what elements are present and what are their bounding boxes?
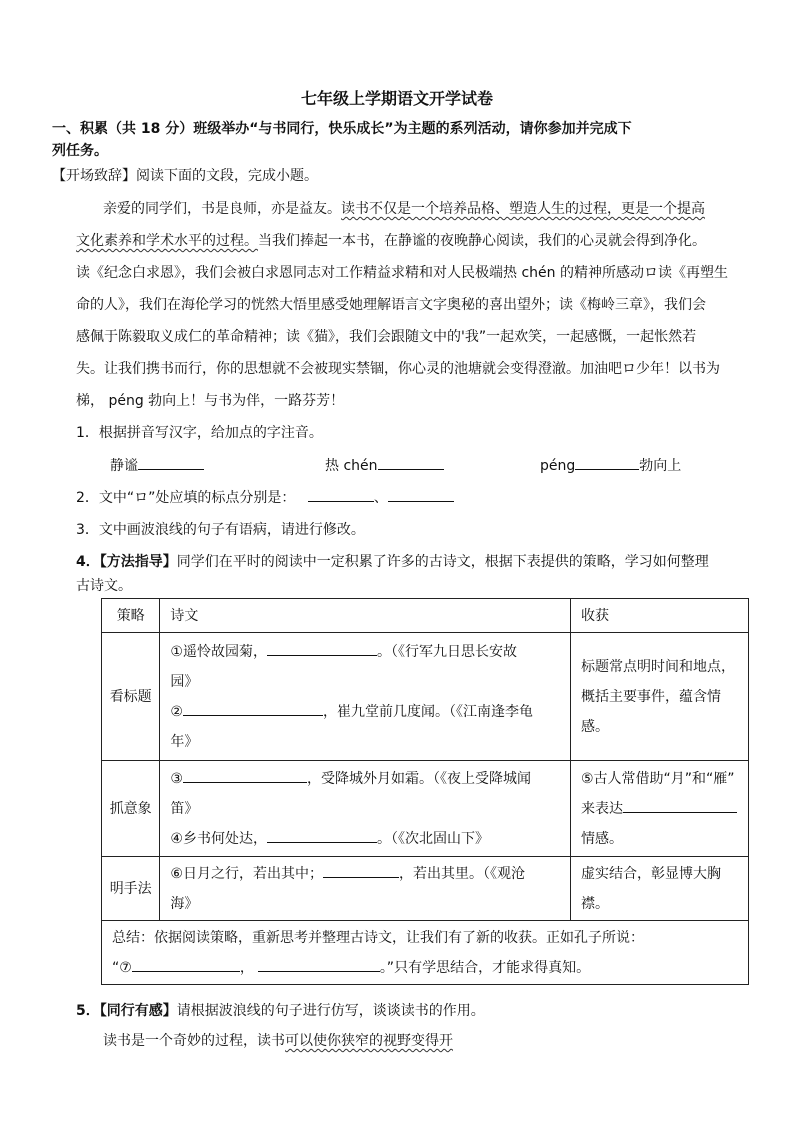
answer-blank[interactable] — [138, 455, 204, 470]
summary-text: 总结：依据阅读策略，重新思考并整理古诗文，让我们有了新的收获。正如孔子所说： — [112, 929, 644, 946]
summary-text: 。”只有学思结合，才能求得真知。 — [379, 959, 591, 976]
answer-blank[interactable] — [388, 487, 454, 502]
passage-line-2 — [76, 230, 706, 250]
q4-label: 4． — [76, 554, 100, 570]
row1-gain — [571, 633, 749, 761]
answer-blank-7b[interactable] — [258, 957, 380, 972]
answer-blank-6[interactable] — [323, 863, 399, 878]
header-strategy: 策略 — [102, 599, 160, 633]
poem-text: ，崔九堂前几度闻。（《江南逢李龟 — [322, 703, 533, 720]
passage-line-3: 读《纪念白求恩》，我们会被白求恩同志对工作精益求精和对人民极端热 chén 的精神所感动ロ读《再塑生 — [76, 265, 728, 281]
table-header-row — [102, 599, 749, 633]
section-heading-line2: 列任务。 — [52, 143, 108, 159]
q2-text: 2．文中“ロ”处应填的标点分别是： — [76, 490, 296, 506]
gain-text: 虚实结合，彰显博大胸 — [581, 865, 721, 882]
poem-text: ，若出其里。（《观沧 — [398, 865, 525, 882]
q1-item-3-label: péng — [540, 458, 576, 474]
q1-item-3-suffix: 勃向上 — [639, 458, 682, 474]
table-row — [102, 857, 749, 921]
answer-blank-4[interactable] — [267, 828, 377, 843]
passage-line-5: 感佩于陈毅取义成仁的革命精神；读《猫》，我们会跟随文中的'我”一起欢笑，一起感慨，一起怅然若 — [76, 329, 697, 345]
answer-blank-5[interactable] — [623, 798, 737, 813]
answer-blank[interactable] — [308, 487, 374, 502]
table-summary-row — [102, 921, 749, 985]
q5-tag: 【同行有感】 — [99, 1003, 177, 1019]
summary-text: “⑦ — [112, 959, 132, 976]
q5-answer-text: 读书是一个奇妙的过程，读书 — [103, 1033, 285, 1049]
poem-text: ①遥怜故园菊， — [170, 643, 267, 660]
poetry-table — [101, 598, 749, 985]
poem-text: ③ — [170, 770, 183, 787]
row3-gain — [571, 857, 749, 921]
gain-text: 情感。 — [581, 830, 623, 847]
q1-item-2 — [325, 455, 444, 475]
answer-blank-3[interactable] — [183, 768, 307, 783]
gain-text: 襟。 — [581, 895, 609, 912]
q4-text: 同学们在平时的阅读中一定积累了许多的古诗文，根据下表提供的策略，学习如何整理 — [176, 554, 709, 570]
row3-strategy: 明手法 — [102, 857, 160, 921]
gain-text: 概括主要事件，蕴含情 — [581, 688, 721, 705]
poem-text: ⑥日月之行，若出其中； — [170, 865, 323, 882]
header-poem: 诗文 — [160, 599, 571, 633]
question-4-line2: 古诗文。 — [76, 578, 132, 594]
q5-answer — [103, 1030, 453, 1050]
row2-gain — [571, 761, 749, 857]
answer-blank-2[interactable] — [183, 701, 323, 716]
row2-poem — [160, 761, 571, 857]
question-1: 1．根据拼音写汉字，给加点的字注音。 — [76, 425, 323, 441]
passage-line-1 — [103, 198, 705, 218]
summary-cell — [102, 921, 749, 985]
poem-text: ④乡书何处达， — [170, 830, 267, 847]
row1-poem — [160, 633, 571, 761]
poem-text: 海》 — [170, 895, 199, 912]
answer-blank[interactable] — [378, 455, 444, 470]
poem-text: 。（《次北固山下》 — [376, 830, 489, 847]
q2-separator: 、 — [373, 490, 388, 506]
page-title: 七年级上学期语文开学试卷 — [300, 89, 493, 108]
poem-text: 笛》 — [170, 800, 199, 817]
summary-text: ， — [239, 959, 254, 976]
row3-poem — [160, 857, 571, 921]
poem-text: ，受降城外月如霜。（《夜上受降城闻 — [306, 770, 531, 787]
q1-item-3 — [540, 455, 681, 475]
passage-text: 亲爱的同学们，书是良师，亦是益友。 — [103, 201, 341, 217]
q5-text: 请根据波浪线的句子进行仿写，谈谈读书的作用。 — [176, 1003, 485, 1019]
wavy-sentence-end: 文化素养和学术水平的过程。 — [76, 233, 258, 249]
gain-text: 感。 — [581, 718, 609, 735]
q5-label: 5． — [76, 1003, 100, 1019]
row2-strategy: 抓意象 — [102, 761, 160, 857]
table-row — [102, 761, 749, 857]
question-2 — [76, 487, 454, 507]
passage-line-4: 命的人》，我们在海伦学习的恍然大悟里感受她理解语言文字奥秘的喜出望外；读《梅岭三章》，我们会 — [76, 297, 706, 313]
passage-text: 当我们捧起一本书，在静谧的夜晚静心阅读，我们的心灵就会得到净化。 — [258, 233, 706, 249]
gain-text: 来表达 — [581, 800, 623, 817]
intro-line — [52, 165, 318, 185]
poem-text: 。（《行军九日思长安故 — [376, 643, 517, 660]
answer-blank-1[interactable] — [267, 641, 377, 656]
answer-blank-7a[interactable] — [132, 957, 240, 972]
q5-answer-wavy: 可以使你狭窄的视野变得开 — [285, 1033, 453, 1049]
q1-item-2-label: 热 chén — [325, 458, 378, 474]
q1-item-1-label: 静谧 — [110, 458, 138, 474]
section-heading-line1: 一、积累（共 18 分）班级举办“与书同行，快乐成长”为主题的系列活动，请你参加并完成下 — [52, 121, 632, 137]
q4-tag: 【方法指导】 — [99, 554, 177, 570]
intro-text: 阅读下面的文段，完成小题。 — [136, 168, 318, 184]
question-4-line1 — [76, 551, 709, 571]
gain-text: ⑤古人常借助“月”和“雁” — [581, 770, 735, 787]
table-row — [102, 633, 749, 761]
row1-strategy: 看标题 — [102, 633, 160, 761]
question-3: 3．文中画波浪线的句子有语病，请进行修改。 — [76, 522, 365, 538]
passage-line-7: 梯， péng 勃向上！与书为伴，一路芬芳！ — [76, 393, 345, 409]
passage-line-6: 失。让我们携书而行，你的思想就不会被现实禁锢，你心灵的池塘就会变得澄澈。加油吧ロ少年！以书为 — [76, 361, 720, 377]
header-gain: 收获 — [571, 599, 749, 633]
poem-text: ② — [170, 703, 183, 720]
answer-blank[interactable] — [575, 455, 639, 470]
poem-text: 园》 — [170, 673, 199, 690]
intro-tag: 【开场致辞】 — [52, 168, 136, 184]
wavy-sentence: 读书不仅是一个培养品格、塑造人生的过程，更是一个提高 — [341, 201, 705, 217]
gain-text: 标题常点明时间和地点， — [581, 658, 735, 675]
poem-text: 年》 — [170, 733, 199, 750]
q1-item-1 — [110, 455, 204, 475]
question-5 — [76, 1000, 485, 1020]
